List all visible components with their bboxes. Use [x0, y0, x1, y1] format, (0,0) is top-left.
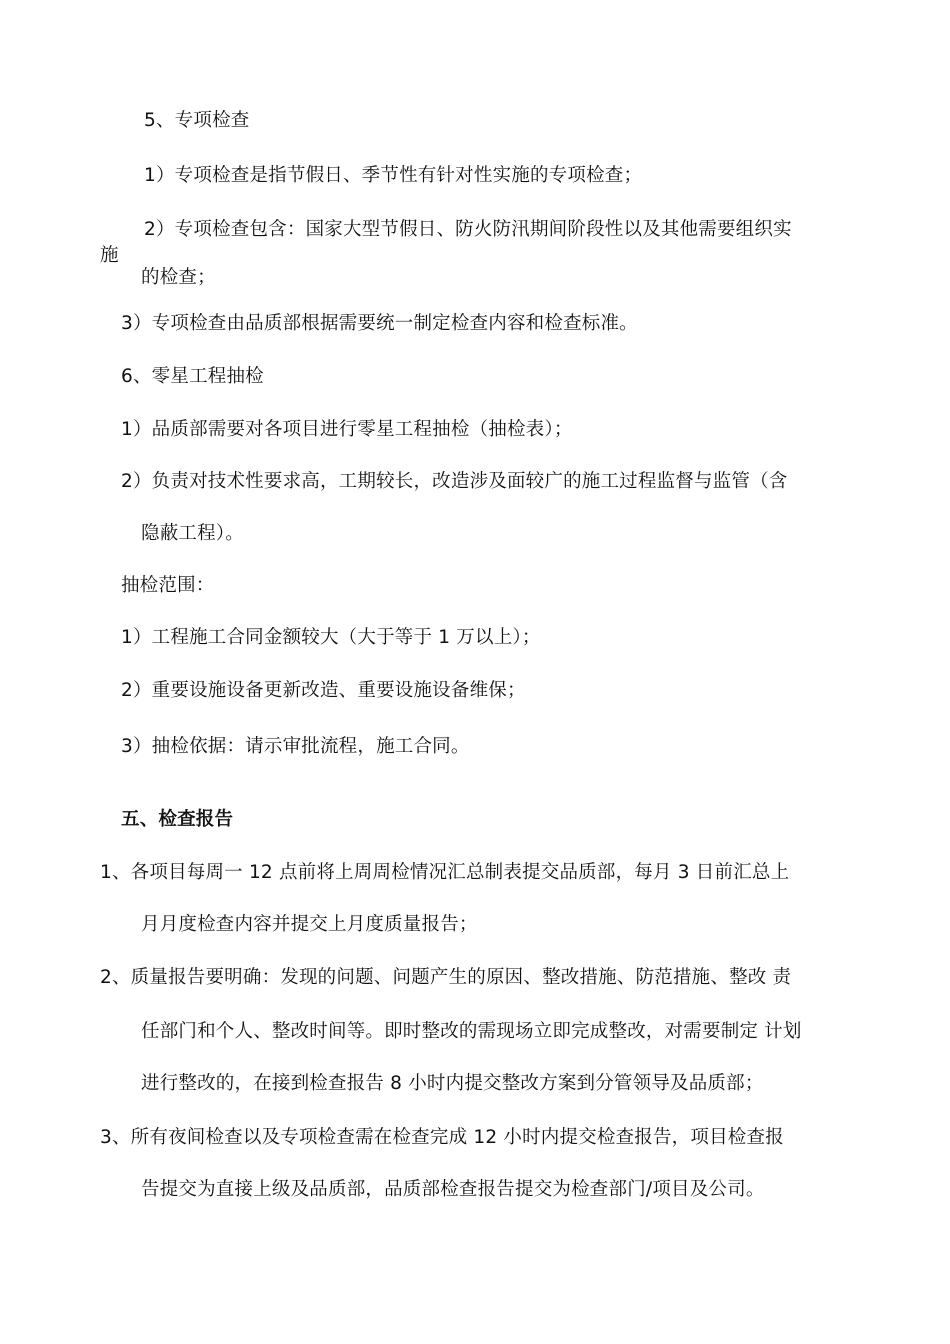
text-line: 进行整改的，在接到检查报告 8 小时内提交整改方案到分管领导及品质部； — [141, 1073, 764, 1094]
text-line: 3）专项检查由品质部根据需要统一制定检查内容和检查标准。 — [121, 313, 638, 334]
text-line: 2）负责对技术性要求高，工期较长，改造涉及面较广的施工过程监督与监管（含 — [121, 471, 788, 492]
text-line: 1、各项目每周一 12 点前将上周周检情况汇总制表提交品质部，每月 3 日前汇总上 — [100, 862, 790, 883]
text-line: 的检查； — [141, 267, 216, 288]
text-line: 抽检范围： — [121, 575, 215, 596]
text-line: 3）抽检依据：请示审批流程，施工合同。 — [121, 736, 470, 757]
text-line: 2）重要设施设备更新改造、重要设施设备维保； — [121, 680, 526, 701]
text-line: 2）专项检查包含：国家大型节假日、防火防汛期间阶段性以及其他需要组织实 — [144, 219, 792, 240]
text-line: 5、专项检查 — [144, 110, 250, 131]
text-line: 2、质量报告要明确：发现的问题、问题产生的原因、整改措施、防范措施、整改 责 — [100, 967, 792, 988]
text-line: 任部门和个人、整改时间等。即时整改的需现场立即完成整改，对需要制定 计划 — [141, 1021, 802, 1042]
text-line: 施 — [100, 245, 119, 266]
text-line: 6、零星工程抽检 — [121, 366, 264, 387]
section-heading: 五、检查报告 — [121, 809, 234, 830]
text-line: 3、所有夜间检查以及专项检查需在检查完成 12 小时内提交检查报告，项目检查报 — [100, 1127, 784, 1148]
text-line: 月月度检查内容并提交上月度质量报告； — [141, 914, 478, 935]
text-line: 1）专项检查是指节假日、季节性有针对性实施的专项检查； — [144, 165, 643, 186]
text-line: 隐蔽工程）。 — [141, 523, 244, 544]
text-line: 1）品质部需要对各项目进行零星工程抽检（抽检表）； — [121, 419, 573, 440]
text-line: 告提交为直接上级及品质部，品质部检查报告提交为检查部门/项目及公司。 — [141, 1179, 765, 1200]
text-line: 1）工程施工合同金额较大（大于等于 1 万以上）； — [121, 627, 541, 648]
